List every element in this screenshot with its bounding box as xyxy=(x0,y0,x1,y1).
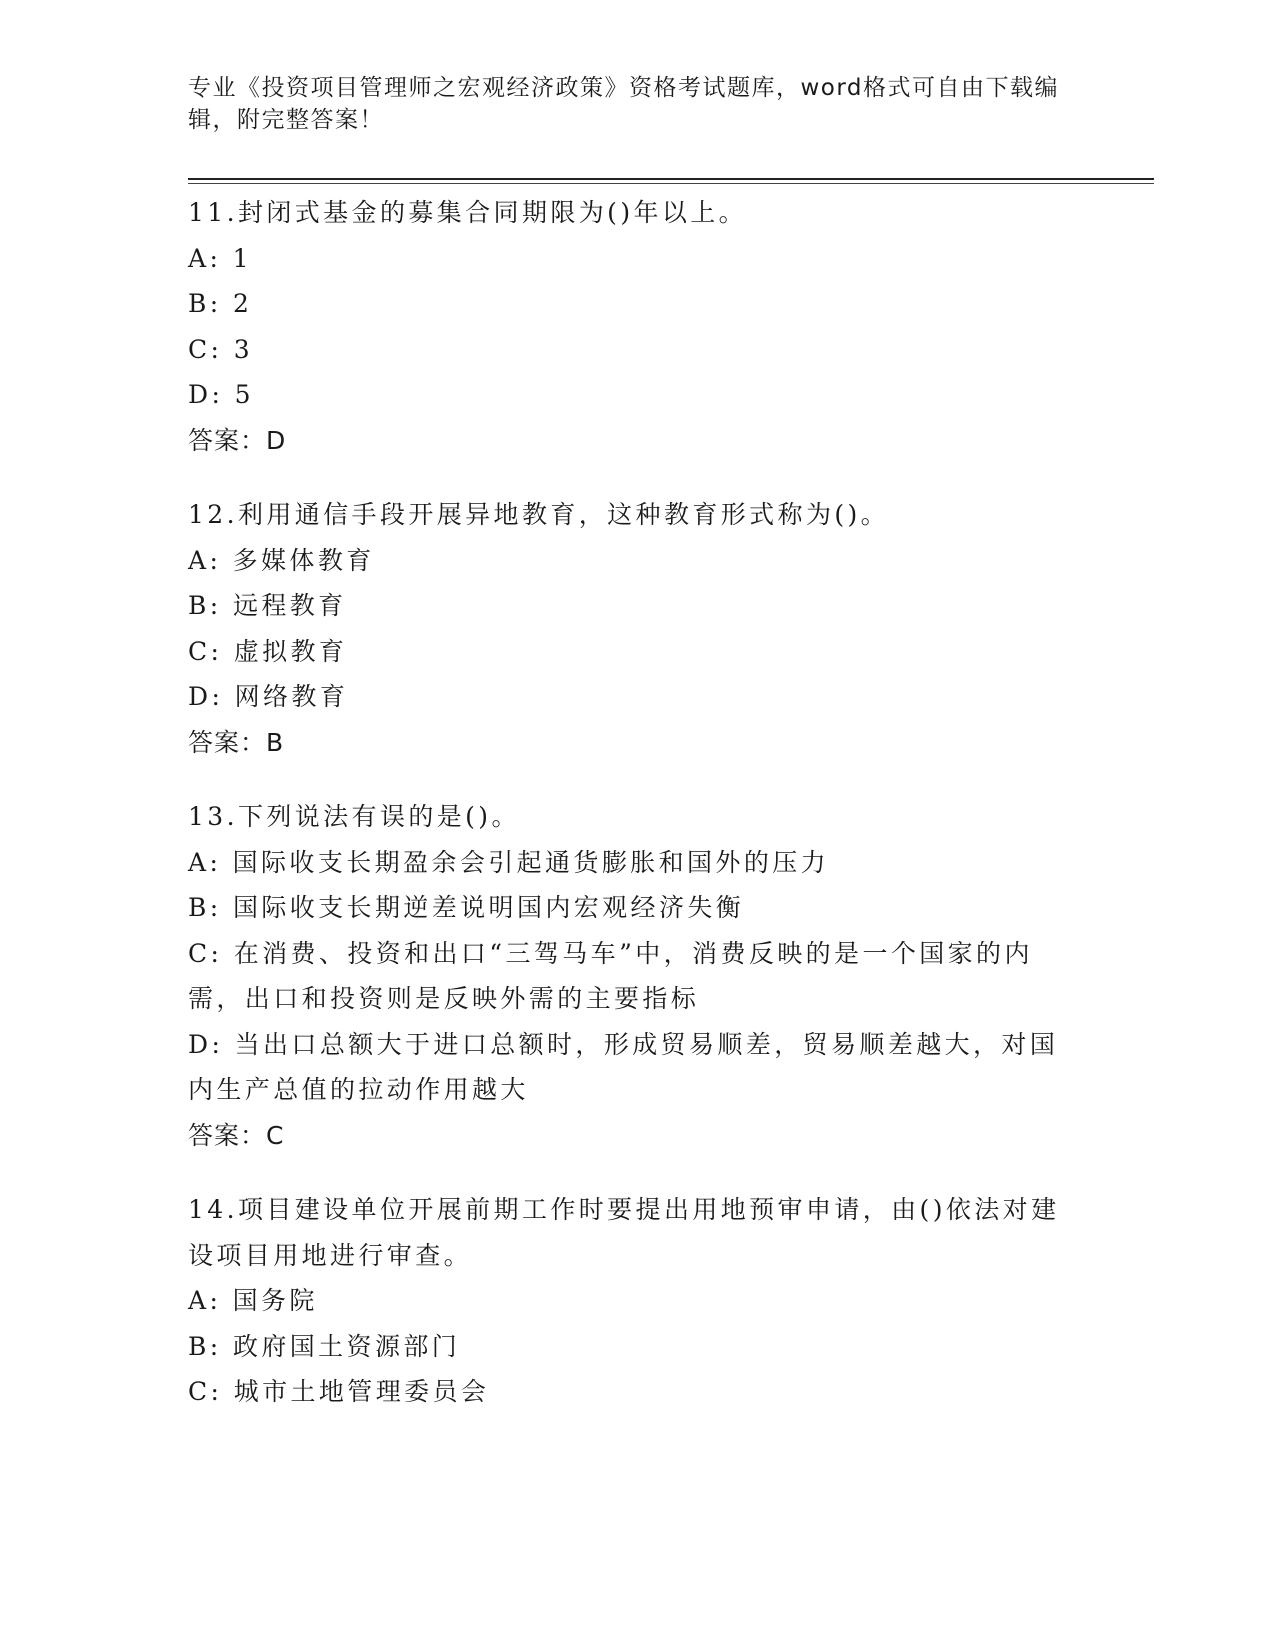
document-description: 专业《投资项目管理师之宏观经济政策》资格考试题库，word格式可自由下载编辑，附完整答案！ xyxy=(188,75,1060,133)
question-stem: 12.利用通信手段开展异地教育，这种教育形式称为()。 xyxy=(188,500,890,529)
option-a: A: 国际收支长期盈余会引起通货膨胀和国外的压力 xyxy=(188,847,830,877)
option-d: D: 5 xyxy=(188,380,254,409)
option-a: A: 国务院 xyxy=(188,1286,318,1315)
question-stem: 13.下列说法有误的是()。 xyxy=(188,802,520,831)
option-a: A: 多媒体教育 xyxy=(188,545,375,575)
question-14 xyxy=(188,1187,1068,1415)
answer-label: 答案：D xyxy=(188,425,287,455)
question-stem: 14.项目建设单位开展前期工作时要提出用地预审申请，由()依法对建设项目用地进行审查。 xyxy=(188,1195,1060,1270)
option-d: D: 当出口总额大于进口总额时，形成贸易顺差，贸易顺差越大，对国内生产总值的拉动作用越大 xyxy=(188,1029,1059,1104)
header-divider-thick xyxy=(188,178,1154,180)
option-c: C: 虚拟教育 xyxy=(188,636,348,666)
option-b: B: 2 xyxy=(188,289,253,318)
header-divider-thin xyxy=(188,183,1154,184)
question-stem: 11.封闭式基金的募集合同期限为()年以上。 xyxy=(188,198,748,227)
option-d: D: 网络教育 xyxy=(188,682,349,711)
option-a: A: 1 xyxy=(188,243,252,273)
option-c: C: 城市土地管理委员会 xyxy=(188,1377,490,1406)
option-b: B: 国际收支长期逆差说明国内宏观经济失衡 xyxy=(188,893,745,922)
option-b: B: 远程教育 xyxy=(188,591,347,620)
answer-label: 答案：C xyxy=(188,1120,285,1150)
answer-label: 答案：B xyxy=(188,727,285,757)
option-c: C: 3 xyxy=(188,334,254,364)
question-11 xyxy=(188,190,1068,463)
question-13 xyxy=(188,794,1068,1158)
option-b: B: 政府国土资源部门 xyxy=(188,1331,461,1361)
question-list xyxy=(188,190,1068,1444)
option-c: C: 在消费、投资和出口“三驾马车”中，消费反映的是一个国家的内需，出口和投资则是反映外需的主要指标 xyxy=(188,938,1033,1013)
question-12 xyxy=(188,492,1068,765)
